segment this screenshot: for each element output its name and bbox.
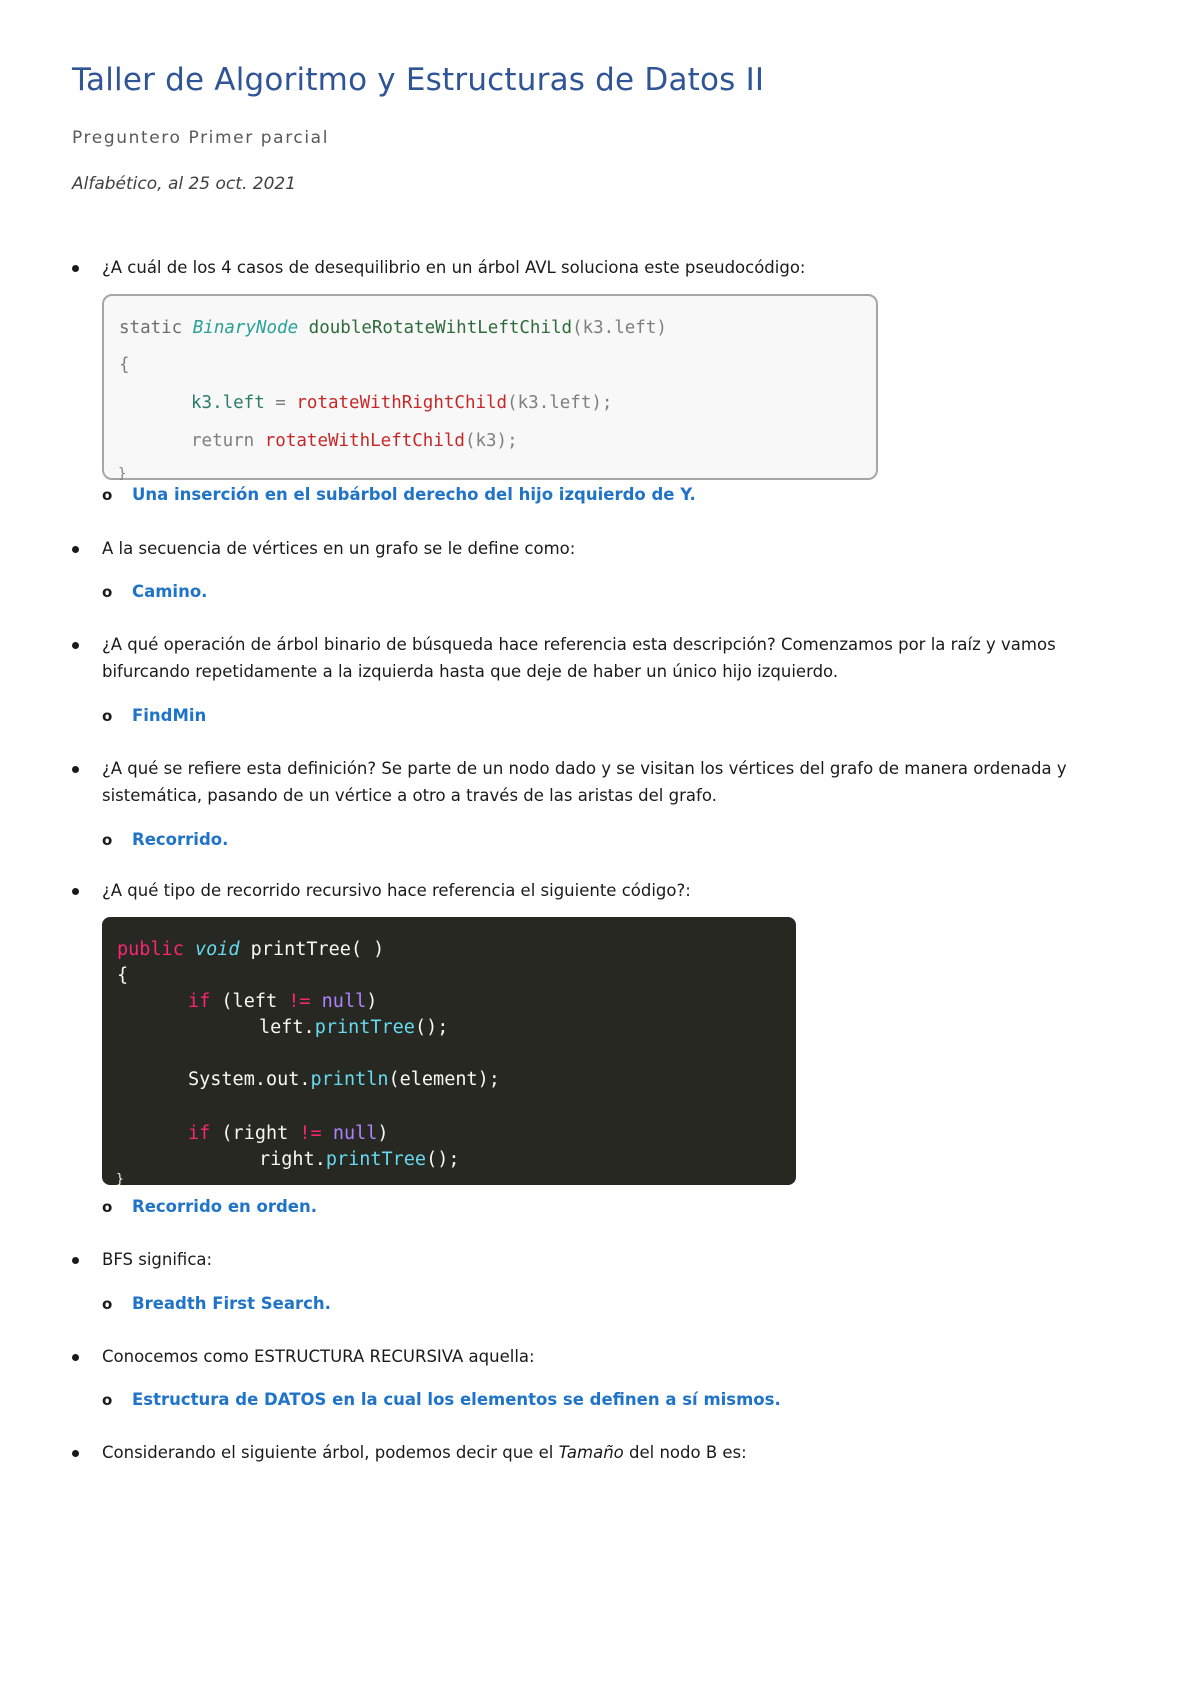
circle-bullet-icon: o (102, 583, 113, 601)
question-text: Conocemos como ESTRUCTURA RECURSIVA aquella: (102, 1347, 535, 1366)
code-operator: != (288, 991, 311, 1012)
question-text: ¿A qué se refiere esta definición? Se parte de un nodo dado y se visitan los vértices del grafo de manera ordenada y sistemática, pasando de un vértice a otro a través de las aristas del grafo. (102, 759, 1067, 805)
circle-bullet-icon: o (102, 1295, 113, 1313)
bullet-icon (72, 766, 79, 773)
bullet-icon (72, 1450, 79, 1457)
code-brace: { (119, 355, 130, 375)
code-text: (); (426, 1149, 460, 1170)
circle-bullet-icon: o (102, 1198, 113, 1216)
answer-text: FindMin (132, 706, 207, 725)
code-text: (element); (388, 1069, 500, 1090)
code-text: ) (366, 991, 378, 1012)
question-text (102, 1439, 1132, 1466)
answer-6 (102, 1292, 331, 1316)
question-text-italic: Tamaño (558, 1443, 624, 1462)
code-method: printTree (325, 1149, 427, 1170)
circle-bullet-icon: o (102, 707, 113, 725)
code-function: rotateWithRightChild (296, 393, 508, 413)
code-text: System.out. (188, 1069, 311, 1090)
code-line (116, 1172, 124, 1187)
answer-text: Camino. (132, 582, 208, 601)
code-function: rotateWithLeftChild (264, 431, 465, 451)
question-7 (72, 1343, 1132, 1370)
code-text: (); (414, 1017, 449, 1038)
code-line (191, 431, 518, 451)
code-type: void (194, 939, 240, 960)
code-line (118, 466, 126, 482)
code-line (188, 1069, 500, 1090)
question-1 (72, 254, 1132, 281)
code-brace: { (117, 965, 129, 986)
page-date: Alfabético, al 25 oct. 2021 (72, 174, 297, 194)
answer-5 (102, 1195, 317, 1219)
code-variable: k3.left (191, 393, 265, 413)
code-function: doubleRotateWihtLeftChild (308, 318, 573, 338)
code-brace: } (116, 1172, 124, 1187)
question-text: ¿A qué tipo de recorrido recursivo hace referencia el siguiente código?: (102, 881, 691, 900)
code-literal: null (332, 1123, 378, 1144)
code-line (188, 1123, 389, 1144)
question-text-part: Considerando el siguiente árbol, podemos decir que el (102, 1443, 559, 1462)
code-args: (k3.left); (507, 393, 613, 413)
code-line (119, 318, 667, 338)
answer-text: Recorrido en orden. (132, 1197, 318, 1216)
answer-text: Estructura de DATOS en la cual los elementos se definen a sí mismos. (132, 1390, 781, 1409)
code-args: (k3); (464, 431, 518, 451)
question-3 (72, 631, 1132, 685)
circle-bullet-icon: o (102, 1391, 113, 1409)
question-text: ¿A cuál de los 4 casos de desequilibrio en un árbol AVL soluciona este pseudocódigo: (102, 258, 806, 277)
code-keyword: static (119, 318, 183, 338)
question-text: A la secuencia de vértices en un grafo se le define como: (102, 539, 576, 558)
code-keyword: if (188, 991, 211, 1012)
code-text: (right (210, 1123, 300, 1144)
code-literal: null (321, 991, 367, 1012)
circle-bullet-icon: o (102, 486, 113, 504)
code-line (188, 991, 377, 1012)
page-subtitle: Preguntero Primer parcial (72, 128, 330, 148)
question-5 (72, 877, 1132, 904)
code-line (259, 1017, 448, 1038)
code-type: BinaryNode (192, 318, 299, 338)
question-text-part: del nodo B es: (623, 1443, 747, 1462)
bullet-icon (72, 546, 79, 553)
question-text: BFS significa: (102, 1250, 213, 1269)
code-args: (k3.left) (572, 318, 667, 338)
answer-3 (102, 704, 206, 728)
code-block-printtree (102, 917, 796, 1185)
bullet-icon (72, 642, 79, 649)
answer-2 (102, 580, 207, 604)
code-text: left. (259, 1017, 315, 1038)
answer-4 (102, 828, 228, 852)
answer-text: Recorrido. (132, 830, 229, 849)
code-line (259, 1149, 460, 1170)
question-2 (72, 535, 1132, 562)
question-4 (72, 755, 1132, 809)
bullet-icon (72, 888, 79, 895)
code-line (117, 965, 128, 986)
code-text: ) (377, 1123, 389, 1144)
code-brace: } (118, 466, 127, 482)
answer-7 (102, 1388, 781, 1412)
code-signature: printTree( ) (239, 939, 385, 960)
code-operator: != (299, 1123, 322, 1144)
code-text: (left (210, 991, 289, 1012)
code-text: right. (259, 1149, 326, 1170)
code-operator: = (264, 393, 297, 413)
question-text: ¿A qué operación de árbol binario de búsqueda hace referencia esta descripción? Comenzamos por la raíz y vamos bifurcando repetidamente a la izquierda hasta que deje de haber un único hijo izquierdo. (102, 635, 1056, 681)
bullet-icon (72, 265, 79, 272)
code-method: printTree (314, 1017, 415, 1038)
answer-1 (102, 483, 696, 507)
question-8 (72, 1439, 1132, 1466)
code-method: println (310, 1069, 389, 1090)
circle-bullet-icon: o (102, 831, 113, 849)
code-keyword: return (191, 431, 255, 451)
bullet-icon (72, 1257, 79, 1264)
answer-text: Breadth First Search. (132, 1294, 331, 1313)
code-keyword: public (117, 939, 184, 960)
code-line (117, 939, 384, 960)
answer-text: Una inserción en el subárbol derecho del hijo izquierdo de Y. (132, 485, 696, 504)
bullet-icon (72, 1354, 79, 1361)
question-6 (72, 1246, 1132, 1273)
page-title: Taller de Algoritmo y Estructuras de Datos II (72, 62, 765, 98)
code-keyword: if (188, 1123, 211, 1144)
code-line (191, 393, 612, 413)
code-line (119, 355, 130, 375)
code-block-avl (102, 294, 878, 480)
